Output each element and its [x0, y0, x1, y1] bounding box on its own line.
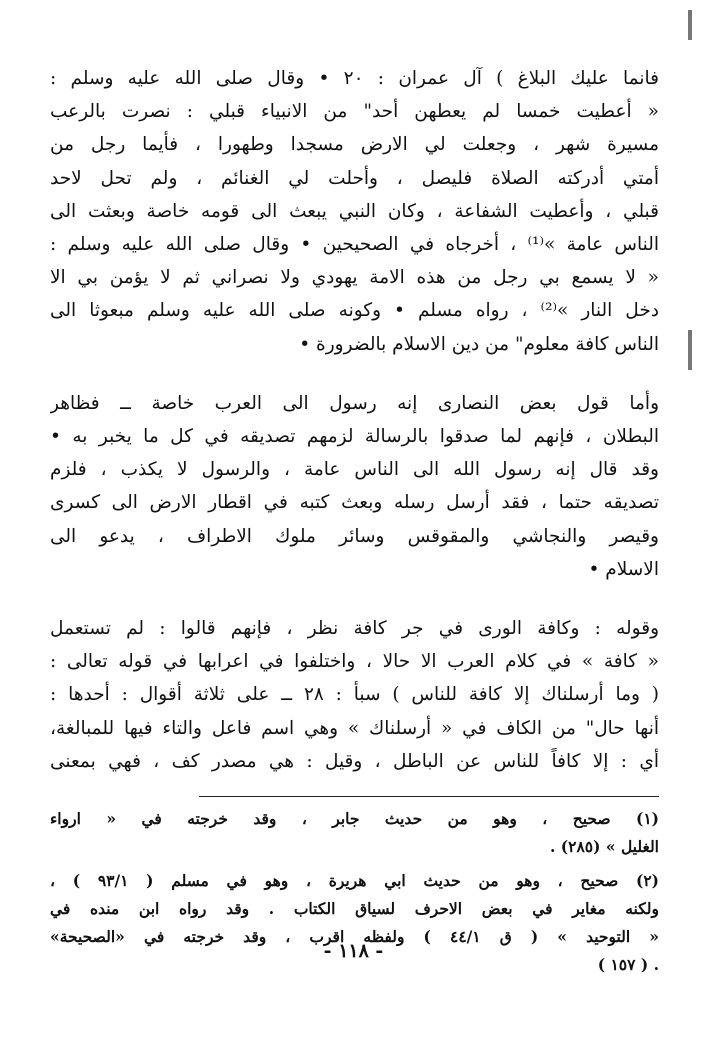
paragraph-kaffa — [50, 612, 659, 778]
footnote-divider — [199, 796, 659, 797]
footnote-1 — [50, 805, 659, 861]
text-line: « أعطيت خمسا لم يعطهن أحد" من الانبياء قبلي : نصرت بالرعب — [50, 101, 659, 123]
footnote-line: (١) صحيح ، وهو من حديث جابر ، وقد خرجته في « ارواء — [50, 809, 659, 829]
paragraph-christians — [50, 387, 659, 586]
paragraph-hadith — [50, 62, 659, 361]
paragraph-gap — [50, 361, 659, 387]
text-line: وقد قال إنه رسول الله الى الناس عامة ، والرسول لا يكذب ، فلزم — [50, 459, 659, 481]
text-line: البطلان ، فإنهم لما صدقوا بالرسالة لزمهم تصديقه في كل ما يخبر به • — [50, 426, 659, 448]
text-line: أنها حال" من الكاف في « أرسلناك » وهي اسم فاعل والتاء فيها للمبالغة، — [50, 717, 659, 739]
text-line: وقوله : وكافة الورى في جر كافة نظر ، فإنهم قالوا : لم تستعمل — [50, 618, 659, 640]
text-line: وأما قول بعض النصارى إنه رسول الى العرب خاصة ــ فظاهر — [50, 392, 659, 414]
footnote-line: الغليل » (٢٨٥) . — [550, 837, 659, 857]
scan-edge-mark — [688, 10, 692, 40]
text-line: وقيصر والنجاشي والمقوقس وسائر ملوك الاطراف ، يدعو الى — [50, 525, 659, 547]
text-line: مسيرة شهر ، وجعلت لي الارض مسجدا وطهورا ، فأيما رجل من — [50, 134, 659, 156]
footnote-line: (٢) صحيح ، وهو من حديث ابي هريرة ، وهو في مسلم ( ٩٣/١ ) ، — [50, 871, 659, 891]
text-line: أي : إلا كافاً للناس عن الباطل ، وقيل : هي مصدر كف ، فهي بمعنى — [50, 750, 659, 772]
text-line: ( وما أرسلناك إلا كافة للناس ) سبأ : ٢٨ ــ على ثلاثة أقوال : أحدها : — [50, 684, 659, 706]
text-line: تصديقه حتما ، فقد أرسل رسله وبعث كتبه في اقطار الارض الى كسرى — [50, 492, 659, 514]
text-line: دخل النار »⁽²⁾ ، رواه مسلم • وكونه صلى الله عليه وسلم مبعوثا الى — [50, 300, 659, 322]
text-line: فانما عليك البلاغ ) آل عمران : ٢٠ • وقال صلى الله عليه وسلم : — [50, 68, 659, 89]
footnote-line: . ( ١٥٧ ) — [597, 955, 659, 975]
page-number: - ١١٨ - — [323, 940, 384, 962]
scan-edge-mark — [688, 330, 692, 370]
text-line: قبلي ، وأعطيت الشفاعة ، وكان النبي يبعث الى قومه خاصة وبعثت الى — [50, 200, 659, 222]
text-line: « كافة » في كلام العرب الا حالا ، واختلفوا في اعرابها في قوله تعالى : — [50, 651, 659, 673]
paragraph-gap — [50, 586, 659, 612]
text-line: الناس كافة معلوم" من دين الاسلام بالضرورة • — [299, 333, 659, 355]
text-line: أمتي أدركته الصلاة فليصل ، وأحلت لي الغنائم ، ولم تحل لاحد — [50, 167, 659, 189]
footnote-line: ولكنه مغاير في بعض الاحرف لسياق الكتاب . وقد رواه ابن منده في — [50, 899, 659, 919]
text-line: الاسلام • — [588, 558, 659, 580]
text-line: « لا يسمع بي رجل من هذه الامة يهودي ولا نصراني ثم لا يؤمن بي الا — [50, 267, 659, 289]
text-line: الناس عامة »⁽¹⁾ ، أخرجاه في الصحيحين • وقال صلى الله عليه وسلم : — [50, 234, 659, 256]
footnote-line: « التوحيد » ( ق ٤٤/١ ) ولفظه اقرب ، وقد خرجته في «الصحيحة» — [50, 927, 659, 947]
footnote-2 — [50, 867, 659, 979]
